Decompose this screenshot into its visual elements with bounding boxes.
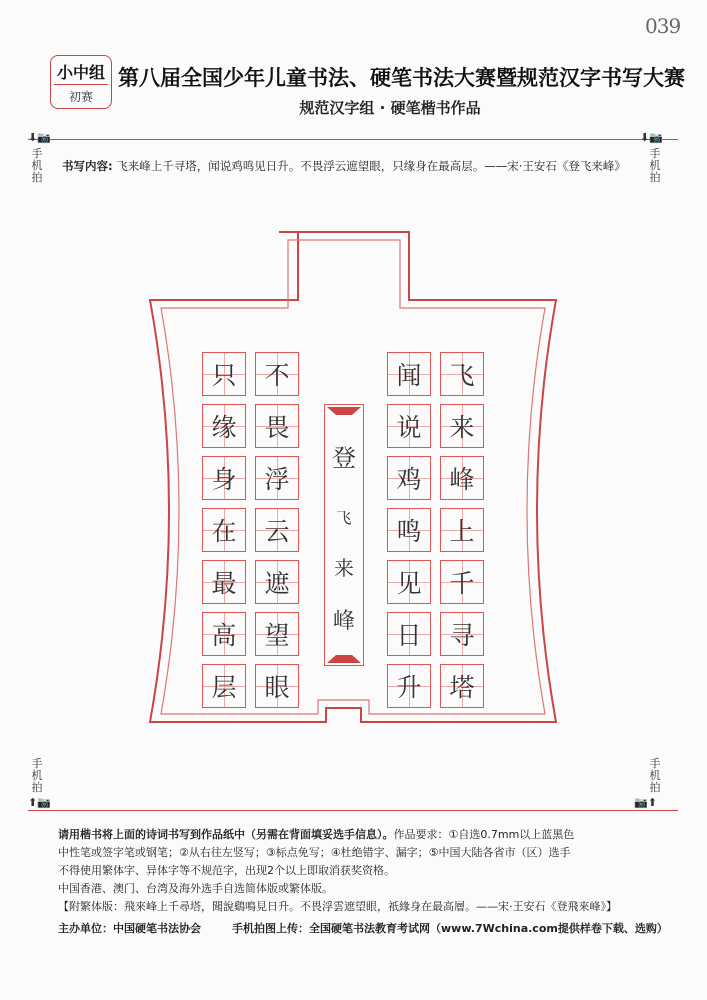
requirements-lead: 请用楷书将上面的诗词书写到作品纸中（另需在背面填妥选手信息）。 [58, 828, 394, 841]
grid-cell: 最 [202, 560, 246, 604]
page-title: 第八届全国少年儿童书法、硬笔书法大赛暨规范汉字书写大赛 [118, 65, 685, 90]
grid-cell: 升 [387, 664, 431, 708]
grid-cell: 鸡 [387, 456, 431, 500]
bottom-divider [28, 810, 678, 811]
grid-cell: 日 [387, 612, 431, 656]
grid-cell: 高 [202, 612, 246, 656]
requirements-line: 中国香港、澳门、台湾及海外选手自选简体版或繁体版。 [58, 882, 333, 895]
grid-cell: 眼 [255, 664, 299, 708]
upload-camera-icon-right: 📷⬆ [634, 796, 657, 809]
grid-cell: 身 [202, 456, 246, 500]
group-name: 小中组 [56, 63, 105, 82]
grid-cell: 飞 [440, 352, 484, 396]
grid-cell: 闻 [387, 352, 431, 396]
poem-title-char: 登 [332, 444, 356, 472]
grid-cell: 塔 [440, 664, 484, 708]
grid-cell: 不 [255, 352, 299, 396]
grid-cell: 浮 [255, 456, 299, 500]
grid-cell: 千 [440, 560, 484, 604]
grid-cell: 缘 [202, 404, 246, 448]
requirements-block [58, 826, 658, 916]
requirements-line: 不得使用繁体字、异体字等不规范字，出现2个以上即取消获奖资格。 [58, 864, 395, 877]
page-number: 039 [645, 14, 681, 38]
grid-cell: 见 [387, 560, 431, 604]
requirements-line: 中性笔或签字笔或钢笔；②从右往左竖写；③标点免写；④杜绝错字、漏字；⑤中国大陆各省市（区）选手 [58, 846, 571, 859]
poem-title-char: 飞 [336, 509, 352, 527]
poem-title-char: 来 [334, 556, 354, 580]
page-subtitle: 规范汉字组 · 硬笔楷书作品 [299, 99, 481, 117]
requirements-text: 作品要求：①自选0.7mm以上蓝黑色 [393, 828, 575, 841]
side-label-top-right: 手机拍 [649, 147, 661, 184]
grid-cell: 来 [440, 404, 484, 448]
grid-cell: 望 [255, 612, 299, 656]
download-camera-icon-left: ⬇📷 [28, 131, 51, 144]
grid-cell: 寻 [440, 612, 484, 656]
upload-info: 手机拍图上传：全国硬笔书法教育考试网（www.7Wchina.com提供样卷下载、选购） [232, 922, 668, 935]
grid-cell: 说 [387, 404, 431, 448]
side-label-bottom-left: 手机拍 [31, 757, 43, 794]
grid-cell: 畏 [255, 404, 299, 448]
grid-cell: 只 [202, 352, 246, 396]
grid-cell: 鸣 [387, 508, 431, 552]
download-camera-icon-right: ⬇📷 [640, 131, 663, 144]
grid-cell: 层 [202, 664, 246, 708]
grid-cell: 云 [255, 508, 299, 552]
grid-cell: 在 [202, 508, 246, 552]
traditional-version: 【附繁体版：飛來峰上千尋塔，聞說鷄鳴見日升。不畏浮雲遮望眼，祇緣身在最高層。——宋·王安石《登飛來峰》】 [58, 900, 617, 913]
organizer: 主办单位：中国硬笔书法协会 [58, 922, 201, 935]
grid-cell: 遮 [255, 560, 299, 604]
poem-title-char: 峰 [332, 609, 355, 634]
side-label-top-left: 手机拍 [31, 147, 43, 184]
side-label-bottom-right: 手机拍 [649, 757, 661, 794]
grid-cell: 上 [440, 508, 484, 552]
upload-camera-icon-left: ⬆📷 [28, 796, 51, 809]
grid-cell: 峰 [440, 456, 484, 500]
group-stage: 初赛 [68, 90, 93, 104]
writing-content: 书写内容: 飞来峰上千寻塔，闻说鸡鸣见日升。不畏浮云遮望眼，只缘身在最高层。——宋·王安石《登飞来峰》 [62, 159, 626, 173]
